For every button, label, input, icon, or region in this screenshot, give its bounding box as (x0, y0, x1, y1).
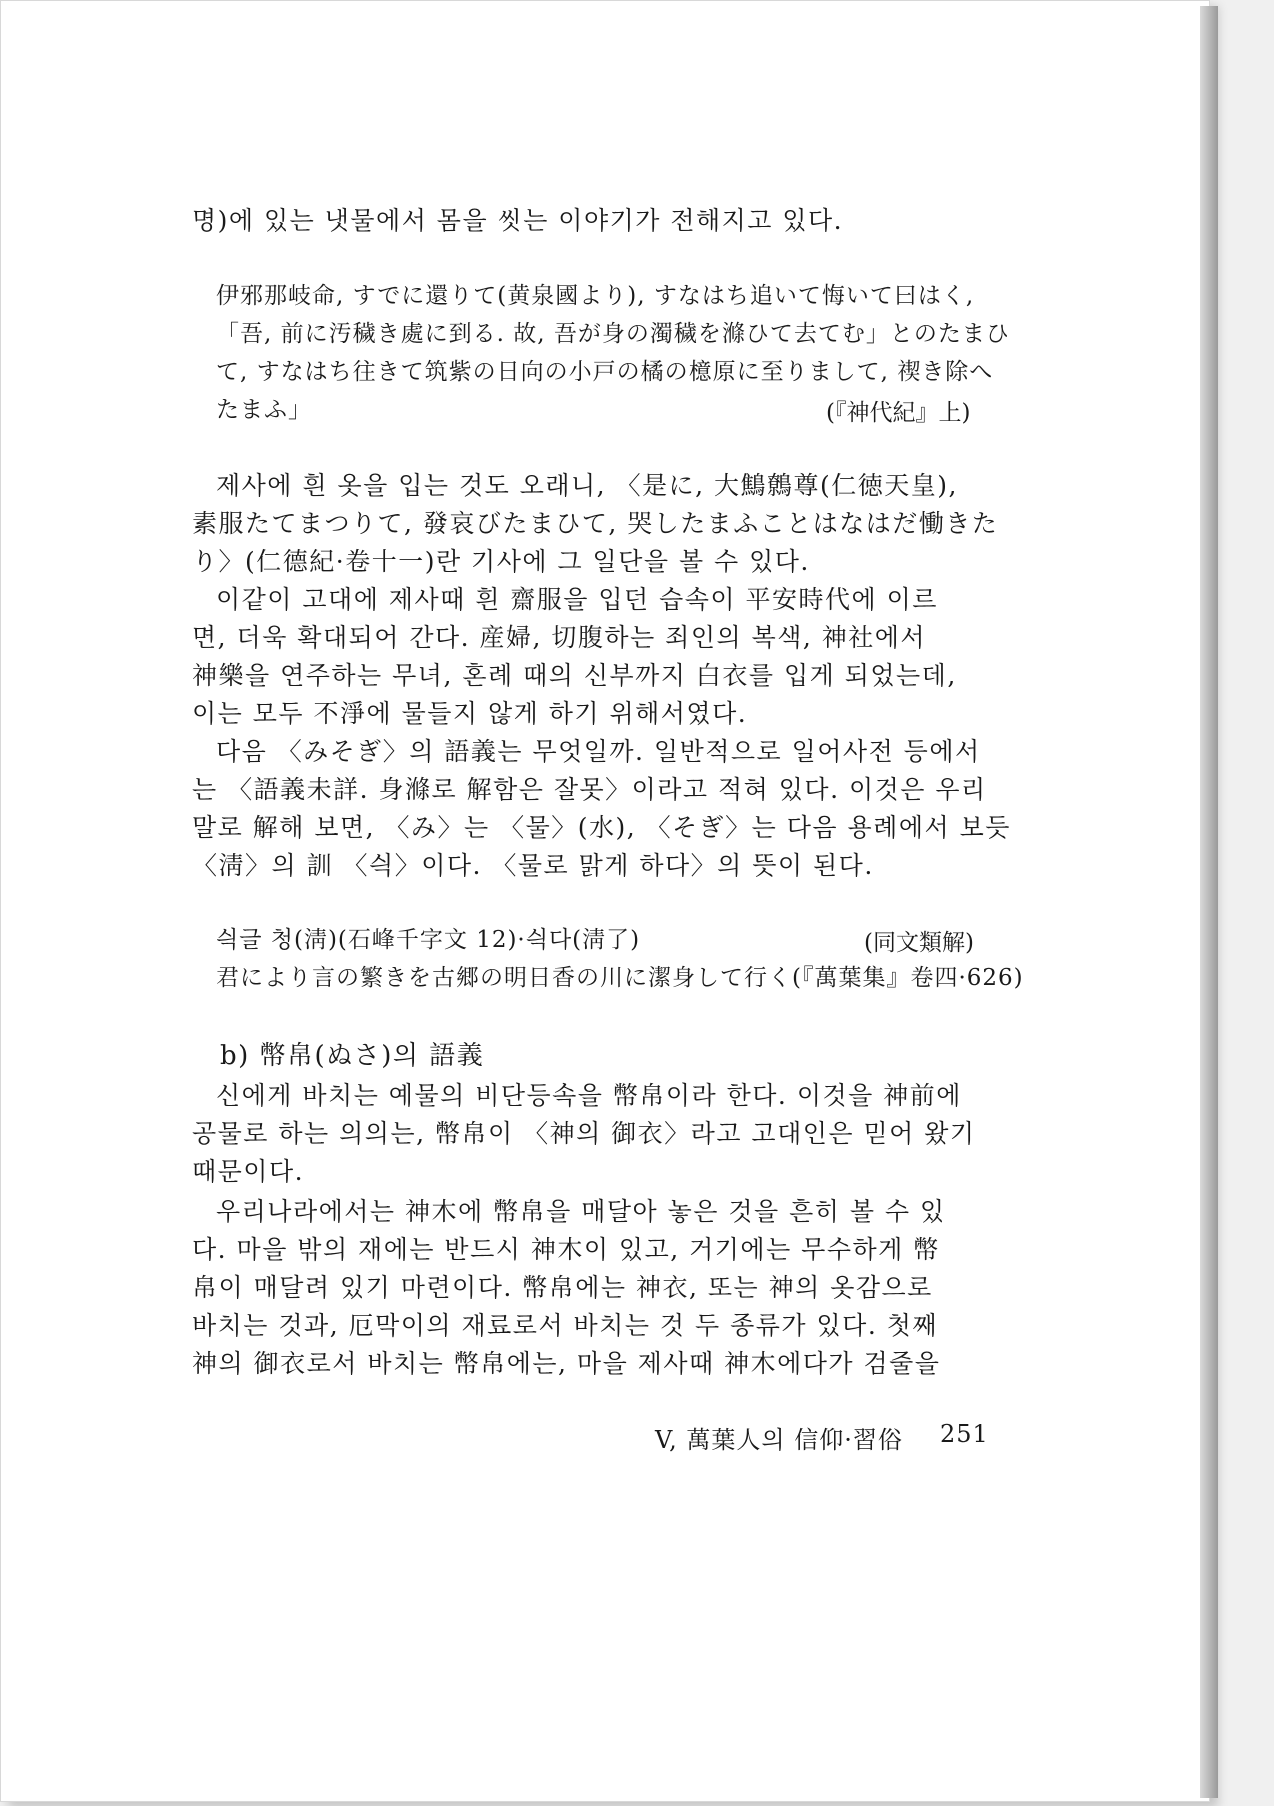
quote-line: 싁글 청(淸)(石峰千字文 12)·싁다(淸了) (216, 927, 641, 953)
body-line: 말로 解해 보면, 〈み〉는 〈물〉(水), 〈そぎ〉는 다음 용례에서 보듯 (192, 813, 1011, 842)
quote-line: 君により言の繁きを古郷の明日香の川に潔身して行く(『萬葉集』卷四·626) (216, 965, 1024, 991)
quote-line: て, すなはち往きて筑紫の日向の小戸の橘の檍原に至りまして, 禊き除へ (216, 359, 994, 385)
body-line: 면, 더욱 확대되어 간다. 産婦, 切腹하는 죄인의 복색, 神社에서 (192, 623, 927, 652)
body-line: 帛이 매달려 있기 마련이다. 幣帛에는 神衣, 또는 神의 옷감으로 (192, 1273, 933, 1302)
quote-line: 伊邪那岐命, すでに還りて(黄泉國より), すなはち追いて悔いて曰はく, (216, 283, 975, 309)
body-line: 명)에 있는 냇물에서 몸을 씻는 이야기가 전해지고 있다. (192, 206, 844, 235)
body-line: 우리나라에서는 神木에 幣帛을 매달아 놓은 것을 흔히 볼 수 있 (216, 1197, 946, 1226)
body-line: 공물로 하는 의의는, 幣帛이 〈神의 御衣〉라고 고대인은 믿어 왔기 (192, 1119, 976, 1148)
page-edge-shadow (1200, 6, 1218, 1798)
page-number: 251 (940, 1420, 989, 1448)
body-line: 素服たてまつりて, 發哀びたまひて, 哭したまふことはなはだ慟きた (192, 509, 999, 538)
body-line: 다음 〈みそぎ〉의 語義는 무엇일까. 일반적으로 일어사전 등에서 (216, 737, 981, 766)
body-line: 이는 모두 不淨에 물들지 않게 하기 위해서였다. (192, 699, 748, 728)
body-line: 〈淸〉의 訓 〈싁〉이다. 〈물로 맑게 하다〉의 뜻이 된다. (192, 851, 874, 880)
body-line: 는 〈語義未詳. 身滌로 解함은 잘못〉이라고 적혀 있다. 이것은 우리 (192, 775, 987, 804)
body-line: 神의 御衣로서 바치는 幣帛에는, 마을 제사때 神木에다가 검줄을 (192, 1349, 941, 1378)
body-line: 때문이다. (192, 1157, 305, 1186)
body-line: 신에게 바치는 예물의 비단등속을 幣帛이라 한다. 이것을 神前에 (216, 1081, 962, 1110)
quote-line: 「吾, 前に汚穢き處に到る. 故, 吾が身の濁穢を滌ひて去てむ」とのたまひ (216, 321, 1010, 347)
section-heading: b) 幣帛(ぬさ)의 語義 (220, 1041, 485, 1071)
body-line: 제사에 흰 옷을 입는 것도 오래니, 〈是に, 大鷦鷯尊(仁徳天皇), (216, 471, 958, 500)
body-line: 이같이 고대에 제사때 흰 齋服을 입던 습속이 平安時代에 이르 (216, 585, 938, 614)
body-line: 神樂을 연주하는 무녀, 혼례 때의 신부까지 白衣를 입게 되었는데, (192, 661, 957, 690)
quote-citation: (同文類解) (864, 930, 974, 956)
body-line: り〉(仁德紀·卷十一)란 기사에 그 일단을 볼 수 있다. (192, 547, 810, 576)
body-line: 바치는 것과, 厄막이의 재료로서 바치는 것 두 종류가 있다. 첫째 (192, 1311, 939, 1340)
body-line: 다. 마을 밖의 재에는 반드시 神木이 있고, 거기에는 무수하게 幣 (192, 1235, 940, 1264)
quote-line: たまふ」 (216, 397, 312, 423)
quote-citation: (『神代紀』上) (826, 400, 971, 426)
running-footer: V, 萬葉人의 信仰·習俗 (655, 1426, 903, 1454)
